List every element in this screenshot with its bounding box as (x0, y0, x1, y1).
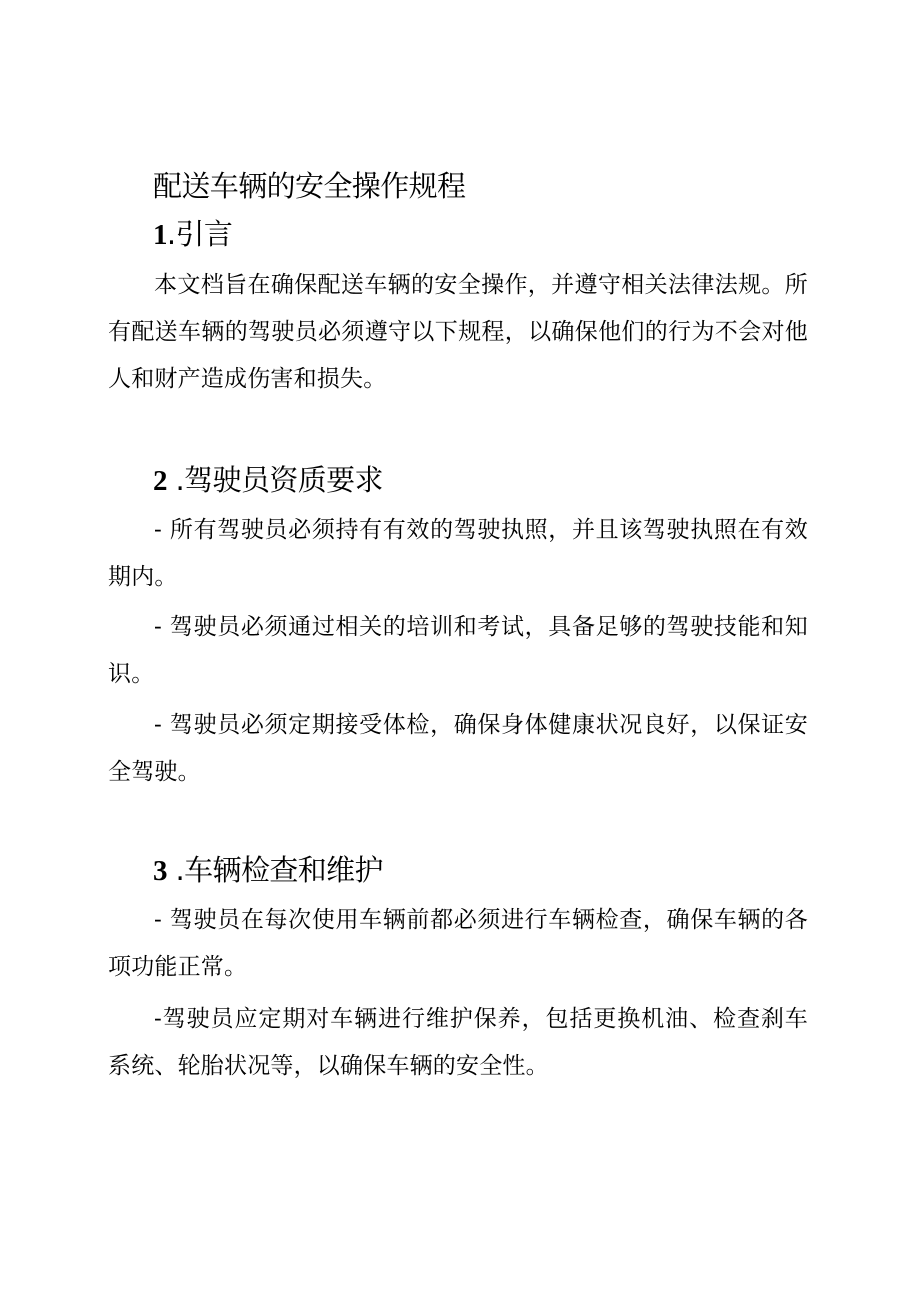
section-1-paragraph-1: 本文档旨在确保配送车辆的安全操作，并遵守相关法律法规。所有配送车辆的驾驶员必须遵守以下规程，以确保他们的行为不会对他人和财产造成伤害和损失。 (108, 272, 808, 392)
section-2-number: 2 (153, 465, 167, 497)
section-3-number: 3 (153, 855, 167, 887)
section-3-title: .车辆检查和维护 (166, 853, 383, 887)
section-2-item-3: - 驾驶员必须定期接受体检，确保身体健康状况良好，以保证安全驾驶。 (108, 712, 808, 785)
section-3-heading (153, 849, 383, 892)
section-3-item-2: -驾驶员应定期对车辆进行维护保养，包括更换机油、检查刹车系统、轮胎状况等，以确保车辆的安全性。 (108, 1006, 808, 1079)
section-1-title: .引言 (166, 217, 233, 251)
section-2-item-1: - 所有驾驶员必须持有有效的驾驶执照，并且该驾驶执照在有效期内。 (108, 517, 808, 590)
section-1-number: 1 (153, 219, 167, 251)
document-title: 配送车辆的安全操作规程 (153, 169, 466, 203)
section-3-item-1: - 驾驶员在每次使用车辆前都必须进行车辆检查，确保车辆的各项功能正常。 (108, 907, 808, 980)
section-2-item-2: - 驾驶员必须通过相关的培训和考试，具备足够的驾驶技能和知识。 (108, 614, 808, 687)
section-2-title: .驾驶员资质要求 (166, 463, 383, 497)
section-1-heading (153, 213, 232, 256)
section-2-heading (153, 459, 383, 502)
